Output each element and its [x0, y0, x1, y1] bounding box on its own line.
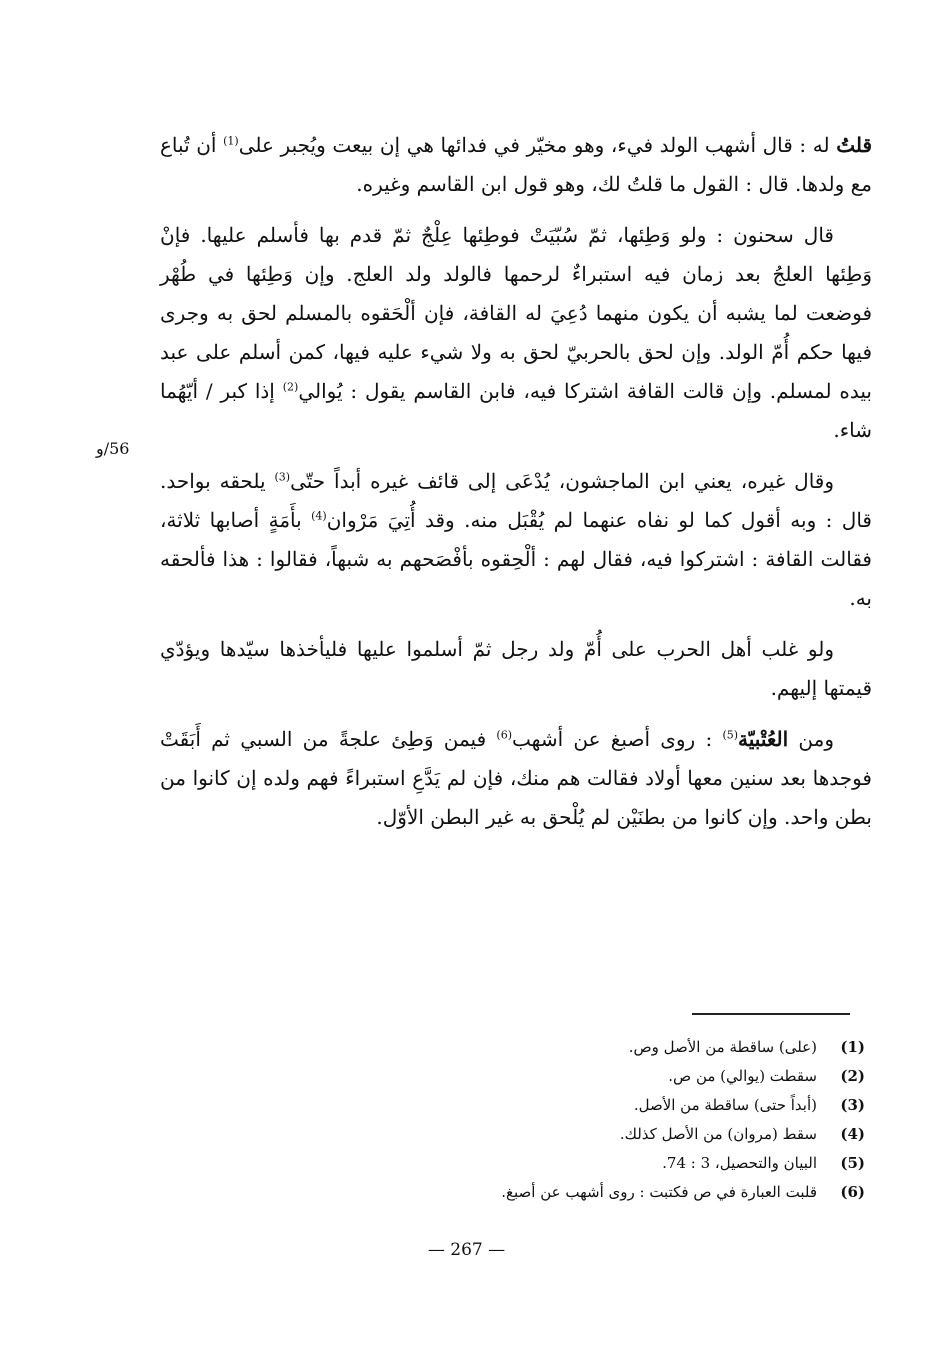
footnote-separator [692, 1013, 850, 1015]
main-text [160, 126, 872, 837]
footnote-ref: (3) [274, 470, 291, 484]
paragraph-text: له : قال أشهب الولد فيء، وهو مخيّر في فدائها هي إن بيعت ويُجبر على [238, 133, 837, 157]
paragraph-5 [160, 720, 872, 837]
footnote-number: (6) [840, 1183, 865, 1201]
footnote-text: سقط (مروان) من الأصل كذلك. [619, 1125, 817, 1143]
paragraph-3 [160, 462, 872, 618]
paragraph-4 [160, 630, 872, 708]
footnote-item [360, 1154, 865, 1183]
paragraph-text: إذا كبر / أيّهُما شاء. [160, 379, 872, 442]
folio-margin-note: 56/و [96, 439, 130, 458]
source-title: العُتْبيّة [738, 727, 789, 751]
paragraph-text: يلحقه بواحد. قال : وبه أقول كما لو نفاه عنهما لم يُقْبَل منه. وقد أُتِيَ مَرْوان [160, 469, 872, 532]
footnote-ref: (4) [311, 509, 327, 523]
footnote-item [360, 1125, 865, 1154]
footnotes [360, 1038, 865, 1212]
footnote-number: (3) [840, 1096, 865, 1114]
footnote-ref: (2) [282, 380, 299, 394]
paragraph-text: ولو غلب أهل الحرب على أُمّ ولد رجل ثمّ أسلموا عليها فليأخذها سيّدها ويؤدّي قيمتها إليهم. [160, 637, 872, 700]
footnote-number: (2) [840, 1067, 865, 1085]
page-number: — 267 — [427, 1240, 506, 1260]
paragraph-text: بأَمَةٍ أصابها ثلاثة، فقالت القافة : اشتركوا فيه، فقال لهم : ألْحِقوه بأفْصَحهم به شبهاً، فقالوا : هذا فألحقه به. [160, 508, 872, 610]
footnote-text: (على) ساقطة من الأصل وص. [628, 1038, 817, 1056]
footnote-text: سقطت (يوالي) من ص. [668, 1067, 817, 1085]
footnote-item [360, 1096, 865, 1125]
footnote-number: (5) [840, 1154, 865, 1172]
footnote-item [360, 1067, 865, 1096]
footnote-number: (1) [840, 1038, 865, 1056]
footnote-number: (4) [840, 1125, 865, 1143]
paragraph-text: أن تُباع مع ولدها. قال : القول ما قلتُ لك، وهو قول ابن القاسم وغيره. [160, 133, 872, 196]
footnote-item [360, 1183, 865, 1212]
paragraph-2 [160, 216, 872, 450]
paragraph-text: وقال غيره، يعني ابن الماجشون، يُدْعَى إلى قائف غيره أبداً حتّى [290, 469, 835, 493]
footnote-text: البيان والتحصيل، 3 : 74. [662, 1154, 817, 1172]
paragraph-text: فيمن وَطِئ علجةً من السبي ثم أَبَقَتْ فوجدها بعد سنين معها أولاد فقالت هم منك، فإن لم يَدَّعِ استبراءً فهم ولده إن كانوا من بطن واحد. وإن كانوا من بطنَيْن لم يُلْحق به غير البطن الأوّل. [160, 727, 872, 829]
footnote-ref: (1) [223, 134, 239, 148]
footnote-text: (أبداً حتى) ساقطة من الأصل. [633, 1096, 817, 1114]
paragraph-text: : روى أصبغ عن أشهب [511, 727, 723, 751]
footnote-ref: (5) [722, 728, 739, 742]
footnote-ref: (6) [496, 728, 512, 742]
paragraph-text: ومن [788, 727, 835, 751]
paragraph-1 [160, 126, 872, 204]
lead-word: قلتُ [836, 133, 873, 157]
footnote-item [360, 1038, 865, 1067]
paragraph-text: قال سحنون : ولو وَطِئها، ثمّ سُبّيَتْ فوطِئها عِلْجٌ ثمّ قدم بها فأسلم عليها. فإنْ وَطِئها العلجُ بعد زمان فيه استبراءٌ لرحمها فالولد ولد العلج. وإن وَطِئها في طُهْر فوضعت لما يشبه أن يكون منهما دُعِيَ له القافة، فإن ألْحَقوه بالمسلم لحق به وجرى فيها حكم أُمّ الولد. وإن لحق بالحربيّ لحق به ولا شيء عليه فيها، كمن أسلم على عبد بيده لمسلم. وإن قالت القافة اشتركا فيه، فابن القاسم يقول : يُوالي [160, 223, 873, 403]
footnote-text: قلبت العبارة في ص فكتبت : روى أشهب عن أصبغ. [501, 1183, 817, 1201]
